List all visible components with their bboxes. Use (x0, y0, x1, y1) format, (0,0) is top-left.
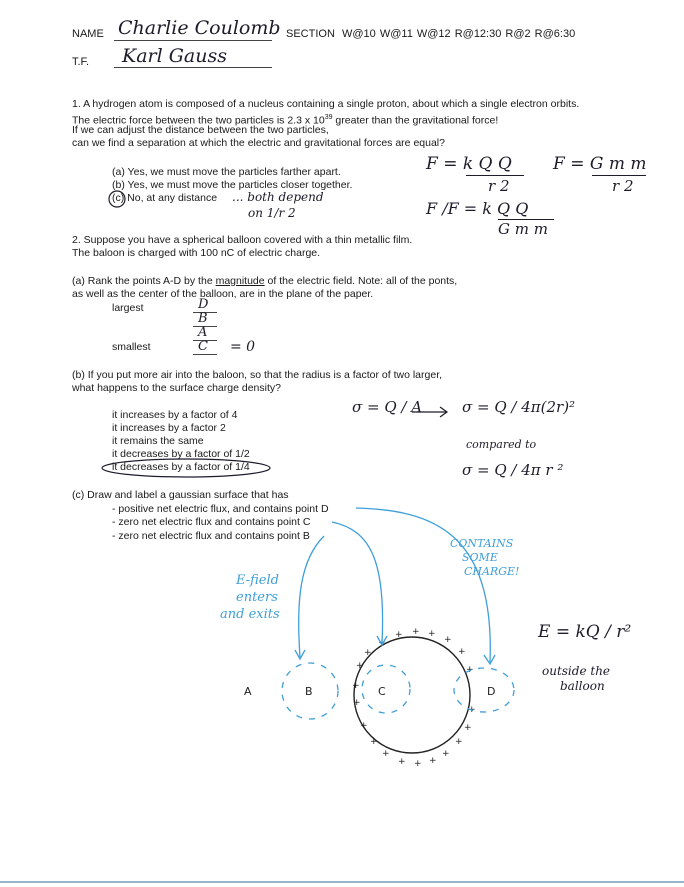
rank-4: C (198, 339, 208, 354)
name-value: Charlie Coulomb (118, 17, 281, 39)
q2a-line-2: as well as the center of the balloon, are in the plane of the paper. (72, 288, 374, 300)
charge-3: + (428, 629, 436, 639)
arrow-to-c (332, 522, 383, 643)
point-c: C (378, 685, 386, 698)
q2b-option-5: it decreases by a factor of 1/4 (112, 461, 250, 473)
charge-15: + (370, 737, 378, 747)
formula-electric-force: F = k Q Q (426, 154, 512, 174)
surface-charges (352, 627, 476, 769)
compared-to: compared to (466, 438, 537, 451)
q2b-line-2: what happens to the surface charge density? (72, 382, 281, 394)
rank-smallest-label: smallest (112, 341, 151, 353)
name-label: NAME (72, 28, 104, 40)
q1-option-c: (c) No, at any distance (112, 192, 218, 204)
arrow-to-b (299, 536, 324, 657)
charge-4: + (444, 635, 452, 645)
charge-1: + (395, 630, 403, 640)
charge-19: + (356, 661, 364, 671)
q1-option-c-letter: c (115, 192, 121, 204)
arrow-to-d-head (484, 655, 495, 664)
tf-value: Karl Gauss (122, 45, 227, 67)
arrow-to-b-head (295, 650, 305, 659)
formula-ratio: F /F = k Q Q (426, 199, 529, 218)
rank-2: B (198, 311, 208, 326)
charge-12: + (414, 759, 422, 769)
q2a-line-1 (72, 275, 457, 288)
point-a: A (244, 685, 252, 698)
outside-note-1: outside the (542, 664, 611, 678)
sigma-old: σ = Q / 4π r ² (462, 461, 564, 479)
rank-c-zero-note: = 0 (230, 339, 256, 355)
efield-formula: E = kQ / r² (538, 622, 632, 642)
q1-option-c-text: No, at any distance (127, 192, 218, 204)
formula-ratio-den: G m m (498, 220, 548, 238)
charge-5: + (458, 647, 466, 657)
name-underline (114, 40, 272, 41)
formula-gravity-force: F = G m m (553, 154, 647, 174)
q2c-line-2: - positive net electric flux, and contains point D (112, 503, 329, 515)
q1-line-2-post: greater than the gravitational force! (332, 114, 499, 127)
gaussian-surface-b (282, 663, 338, 719)
q2-intro-1: 2. Suppose you have a spherical balloon covered with a thin metallic film. (72, 234, 413, 246)
annot-charge-3: CHARGE! (464, 565, 520, 578)
charge-16: + (360, 721, 368, 731)
sigma-area: σ = Q / A (352, 398, 423, 416)
charge-18: + (352, 681, 360, 691)
q2-intro-2: The baloon is charged with 100 nC of electric charge. (72, 247, 321, 259)
q2c-line-3: - zero net electric flux and contains point C (112, 516, 311, 528)
charge-20: + (364, 648, 372, 658)
q2b-option-3: it remains the same (112, 435, 204, 447)
annot-efield-2: enters (236, 590, 278, 605)
section-list: W@10 W@11 W@12 R@12:30 R@2 R@6:30 (342, 28, 576, 40)
q2b-option-1: it increases by a factor of 4 (112, 409, 238, 421)
gaussian-surface-d (454, 668, 514, 712)
formula-fg-bar (592, 175, 646, 176)
formula-fe-bar (466, 175, 524, 176)
gaussian-surface-c (362, 665, 410, 713)
q2a-keyword: magnitude (215, 275, 265, 287)
charge-13: + (398, 757, 406, 767)
rank-1: D (198, 297, 209, 312)
formula-fg-den: r 2 (612, 177, 634, 195)
charge-21: + (378, 638, 386, 648)
charge-2: + (412, 627, 420, 637)
q1-option-a: (a) Yes, we must move the particles farther apart. (112, 166, 341, 178)
rank-4-line (193, 354, 217, 355)
formula-fe-den: r 2 (488, 177, 510, 195)
arrow-to-c-head (377, 636, 387, 645)
charge-10: + (442, 749, 450, 759)
point-d: D (487, 685, 496, 698)
charge-6: + (466, 665, 474, 675)
section-label: SECTION (286, 28, 335, 40)
charge-14: + (382, 749, 390, 759)
q2c-line-1: (c) Draw and label a gaussian surface that has (72, 489, 289, 501)
annot-efield-1: E-field (236, 573, 279, 588)
rank-largest-label: largest (112, 302, 144, 314)
annot-charge-2: SOME (462, 551, 498, 564)
balloon-circle (354, 637, 470, 753)
q1-hand-note-1: ... both depend (232, 190, 324, 204)
q1-hand-note-2: on 1/r 2 (248, 206, 296, 220)
tf-underline (114, 67, 272, 68)
sigma-new: σ = Q / 4π(2r)² (462, 398, 576, 416)
q1-line-4: can we find a separation at which the electric and gravitational forces are equal? (72, 137, 445, 149)
q2c-line-4: - zero net electric flux and contains point B (112, 530, 310, 542)
tf-label: T.F. (72, 56, 90, 68)
charge-9: + (455, 737, 463, 747)
charge-17: + (353, 698, 361, 708)
q1-line-1: 1. A hydrogen atom is composed of a nucleus containing a single proton, about which a single electron orbits. (72, 98, 580, 110)
charge-8: + (464, 723, 472, 733)
charge-7: + (468, 705, 476, 715)
q2b-option-2: it increases by a factor 2 (112, 422, 226, 434)
annot-efield-3: and exits (220, 607, 280, 622)
point-b: B (305, 685, 313, 698)
rank-3: A (198, 325, 208, 340)
charge-11: + (429, 756, 437, 766)
arrow-to-d (356, 508, 490, 662)
q2a-post: of the electric field. Note: all of the ponts, (264, 275, 458, 287)
annot-charge-1: CONTAINS (450, 537, 514, 550)
sigma-arrow-head (440, 407, 447, 417)
q2b-option-4: it decreases by a factor of 1/2 (112, 448, 250, 460)
q2a-pre: (a) Rank the points A-D by the (72, 275, 216, 287)
q1-line-2-pre: The electric force between the two particles is 2.3 x 10 (72, 114, 325, 127)
q1-exponent: 39 (324, 114, 333, 121)
q1-option-b: (b) Yes, we must move the particles closer together. (112, 179, 353, 191)
q1-line-3: If we can adjust the distance between the two particles, (72, 124, 329, 136)
q2b-line-1: (b) If you put more air into the baloon, so that the radius is a factor of two larger, (72, 369, 443, 381)
outside-note-2: balloon (560, 679, 605, 693)
